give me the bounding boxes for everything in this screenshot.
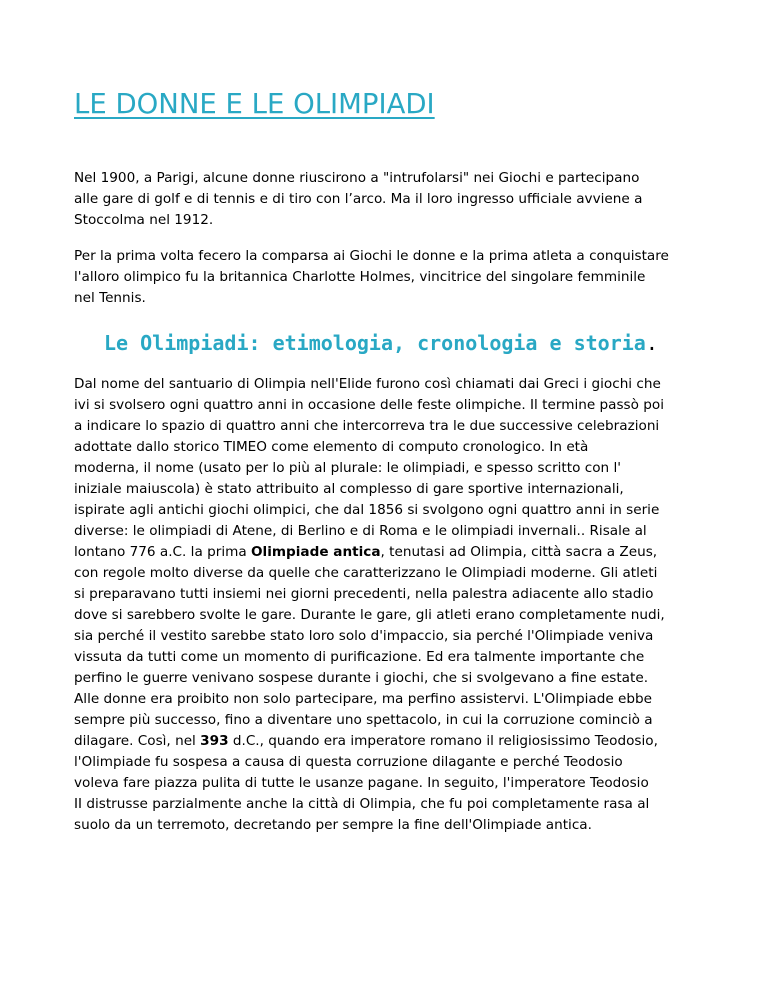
paragraph-line: suolo da un terremoto, decretando per sempre la fine dell'Olimpiade antica. <box>74 817 592 833</box>
history-paragraph <box>74 374 698 836</box>
intro-paragraph <box>74 168 696 231</box>
paragraph-line: ivi si svolsero ogni quattro anni in occasione delle feste olimpiche. Il termine passò poi <box>74 397 665 413</box>
paragraph-line: sia perché il vestito sarebbe stato loro solo d'impaccio, sia perché l'Olimpiade veniva <box>74 628 654 644</box>
section-heading-text: Le Olimpiadi: etimologia, cronologia e storia <box>104 331 646 355</box>
paragraph-line: Dal nome del santuario di Olimpia nell'Elide furono così chiamati dai Greci i giochi che <box>74 376 661 392</box>
line-text: dilagare. Così, nel <box>74 733 201 749</box>
paragraph-line: sempre più successo, fino a diventare uno spettacolo, in cui la corruzione cominciò a <box>74 712 653 728</box>
paragraph-line: ispirate agli antichi giochi olimpici, che dal 1856 si svolgono ogni quattro anni in serie <box>74 502 660 518</box>
paragraph-line: voleva fare piazza pulita di tutte le usanze pagane. In seguito, l'imperatore Teodosio <box>74 775 649 791</box>
paragraph-line: diverse: le olimpiadi di Atene, di Berlino e di Roma e le olimpiadi invernali.. Risale al <box>74 523 647 539</box>
paragraph-line: Alle donne era proibito non solo partecipare, ma perfino assistervi. L'Olimpiade ebbe <box>74 691 653 707</box>
paragraph-line <box>74 731 698 752</box>
bold-term: Olimpiade antica <box>251 544 381 560</box>
line-text: d.C., quando era imperatore romano il religiosissimo Teodosio, <box>228 733 658 749</box>
paragraph-line: moderna, il nome (usato per lo più al plurale: le olimpiadi, e spesso scritto con l' <box>74 460 621 476</box>
line-text: , tenutasi ad Olimpia, città sacra a Zeus, <box>380 544 658 560</box>
paragraph-line: con regole molto diverse da quelle che caratterizzano le Olimpiadi moderne. Gli atleti <box>74 565 658 581</box>
paragraph-line: Stoccolma nel 1912. <box>74 212 214 228</box>
paragraph-line: nel Tennis. <box>74 290 146 306</box>
section-heading <box>104 328 658 358</box>
paragraph-line: a indicare lo spazio di quattro anni che intercorreva tra le due successive celebrazioni <box>74 418 660 434</box>
paragraph-line: II distrusse parzialmente anche la città di Olimpia, che fu poi completamente rasa al <box>74 796 650 812</box>
section-heading-period: . <box>645 331 658 355</box>
paragraph-line: l'Olimpiade fu sospesa a causa di questa corruzione dilagante e perché Teodosio <box>74 754 623 770</box>
line-text: lontano 776 a.C. la prima <box>74 544 251 560</box>
paragraph-line: l'alloro olimpico fu la britannica Charlotte Holmes, vincitrice del singolare femminile <box>74 269 646 285</box>
paragraph-line: Nel 1900, a Parigi, alcune donne riuscirono a "intrufolarsi" nei Giochi e partecipano <box>74 170 640 186</box>
paragraph-line: perfino le guerre venivano sospese durante i giochi, che si svolgevano a fine estate. <box>74 670 649 686</box>
paragraph-line: dove si sarebbero svolte le gare. Durante le gare, gli atleti erano completamente nudi, <box>74 607 665 623</box>
bold-year: 393 <box>200 733 229 749</box>
paragraph-line <box>74 542 698 563</box>
paragraph-line: alle gare di golf e di tennis e di tiro con l’arco. Ma il loro ingresso ufficiale avviene a <box>74 191 643 207</box>
paragraph-line: vissuta da tutti come un momento di purificazione. Ed era talmente importante che <box>74 649 645 665</box>
paragraph-line: adottate dallo storico TIMEO come elemento di computo cronologico. In età <box>74 439 589 455</box>
paragraph-line: Per la prima volta fecero la comparsa ai Giochi le donne e la prima atleta a conquistare <box>74 248 669 264</box>
paragraph-line: si preparavano tutti insiemi nei giorni precedenti, nella palestra adiacente allo stadio <box>74 586 654 602</box>
page-title: LE DONNE E LE OLIMPIADI <box>74 88 435 120</box>
paragraph-line: iniziale maiuscola) è stato attribuito al complesso di gare sportive internazionali, <box>74 481 624 497</box>
first-athlete-paragraph <box>74 246 696 309</box>
